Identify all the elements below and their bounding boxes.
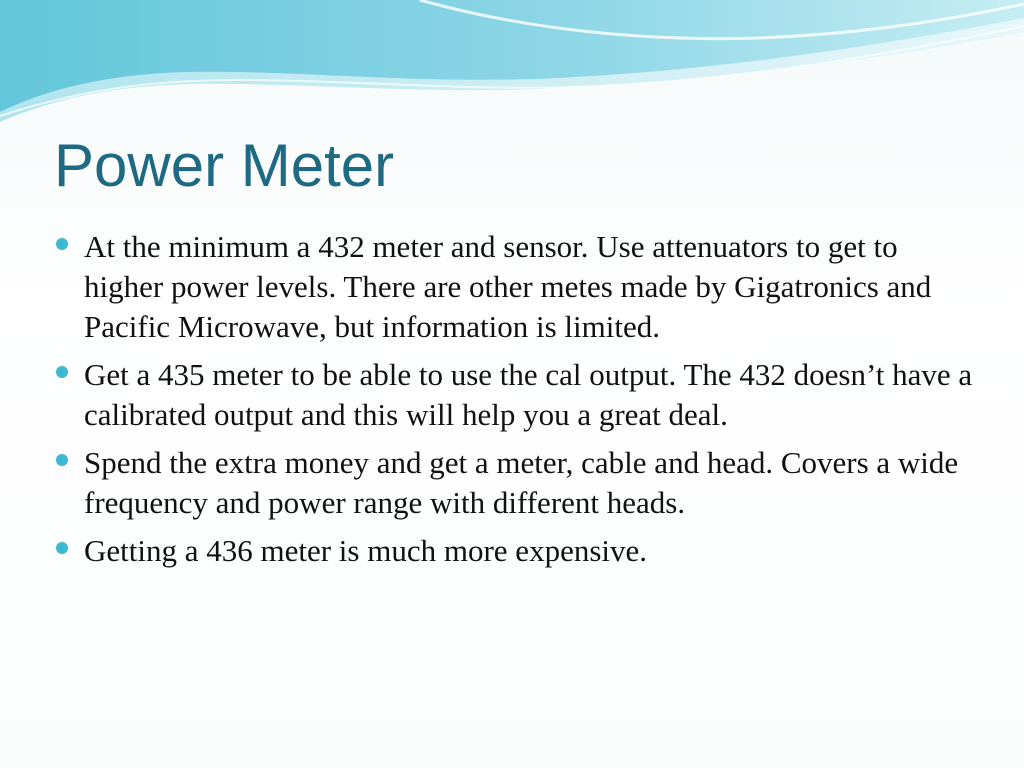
bullet-marker-icon [56, 542, 68, 554]
bullet-item [84, 227, 984, 347]
bullet-text: Getting a 436 meter is much more expensive. [84, 533, 648, 568]
bullet-list [84, 227, 984, 579]
header-wave-decoration [0, 0, 1024, 130]
bullet-marker-icon [56, 238, 68, 250]
bullet-marker-icon [56, 454, 68, 466]
bullet-marker-icon [56, 366, 68, 378]
bullet-text: At the minimum a 432 meter and sensor. Use attenuators to get to higher power levels. There are other metes made by Gigatronics and Pacific Microwave, but information is limited. [84, 229, 932, 344]
bullet-text: Get a 435 meter to be able to use the cal output. The 432 doesn’t have a calibrated output and this will help you a great deal. [84, 357, 973, 432]
bullet-text: Spend the extra money and get a meter, cable and head. Covers a wide frequency and power range with different heads. [84, 445, 959, 520]
slide-title: Power Meter [54, 132, 395, 199]
bullet-item [84, 443, 984, 523]
bullet-item [84, 355, 984, 435]
bullet-item [84, 531, 984, 571]
